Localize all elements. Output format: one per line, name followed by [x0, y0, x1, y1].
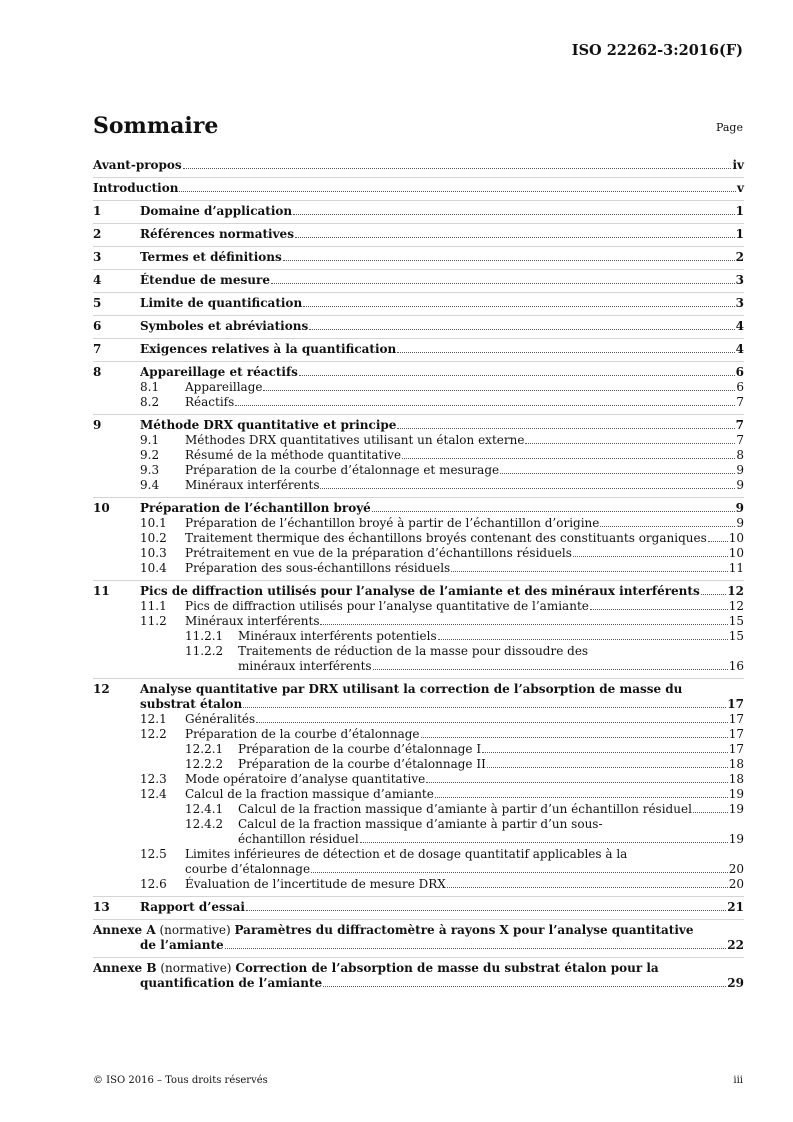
toc-entry-number: 12.1: [140, 712, 167, 726]
toc-entry[interactable]: [93, 296, 744, 311]
toc-entry-title: Préparation de l’échantillon broyé à partir de l’échantillon d’origine: [185, 516, 600, 530]
toc-entry[interactable]: [93, 273, 744, 288]
dot-leader: [435, 797, 728, 798]
dot-leader: [701, 594, 727, 595]
toc-entry-page: 29: [727, 976, 744, 990]
toc-entry-title-lead: Paramètres du diffractomètre à rayons X pour l’analyse quantitative: [234, 923, 694, 937]
toc-entry-number: 11: [93, 584, 110, 598]
dot-leader: [243, 707, 726, 708]
toc-entry-title: Introduction: [93, 181, 179, 195]
toc-entry-number: 12: [93, 682, 110, 696]
toc-entry-title: [93, 682, 744, 712]
dot-leader: [487, 767, 728, 768]
toc-entry[interactable]: [93, 923, 744, 953]
toc-entry-page: 19: [728, 802, 744, 816]
toc-entry[interactable]: [93, 395, 744, 410]
toc-entry[interactable]: [93, 546, 744, 561]
toc-entry-title-lead: Analyse quantitative par DRX utilisant la correction de l’absorption de masse du: [140, 682, 683, 696]
title-row: [93, 113, 743, 141]
toc-entry-title: Références normatives: [140, 227, 294, 241]
toc-entry-page: 1: [735, 227, 744, 241]
toc-entry-title: Calcul de la fraction massique d’amiante à partir d’un échantillon résiduel: [238, 802, 692, 816]
toc-entry-title: Traitement thermique des échantillons broyés contenant des constituants organiques: [185, 531, 707, 545]
toc-entry-title: Prétraitement en vue de la préparation d’échantillons résiduels: [185, 546, 572, 560]
toc-entry-title: [93, 923, 744, 953]
toc-entry-title-cont: substrat étalon: [140, 697, 243, 711]
section-divider: [93, 361, 744, 362]
toc-entry[interactable]: [93, 250, 744, 265]
dot-leader: [693, 812, 728, 813]
dot-leader: [600, 526, 735, 527]
dot-leader: [447, 887, 728, 888]
toc-entry-title: Préparation de la courbe d’étalonnage II: [238, 757, 486, 771]
toc-entry[interactable]: [93, 961, 744, 991]
toc-entry-title: Exigences relatives à la quantification: [140, 342, 397, 356]
toc-entry-number: 10.3: [140, 546, 167, 560]
section-divider: [93, 177, 744, 178]
toc-entry-number: 12.4.1: [185, 802, 224, 816]
toc-entry-number: 12.4.2: [185, 817, 224, 831]
toc-entry-number: 10.1: [140, 516, 167, 530]
toc-entry-page: 10: [728, 546, 744, 560]
toc-entry-number: 9: [93, 418, 102, 432]
toc-entry[interactable]: [93, 757, 744, 772]
dot-leader: [590, 609, 728, 610]
toc-entry-title: [93, 847, 744, 877]
toc-entry-page: 4: [735, 319, 744, 333]
toc-entry-title-cont: échantillon résiduel: [238, 832, 359, 846]
toc-entry-page: 17: [728, 712, 744, 726]
dot-leader: [421, 737, 728, 738]
toc-entry-page: 7: [735, 418, 744, 432]
toc-entry-page: 6: [735, 365, 744, 379]
toc-entry[interactable]: [93, 516, 744, 531]
section-divider: [93, 269, 744, 270]
toc-entry-number: 2: [93, 227, 102, 241]
section-divider: [93, 919, 744, 920]
toc-entry-title: Préparation de la courbe d’étalonnage I: [238, 742, 482, 756]
dot-leader: [299, 375, 735, 376]
toc-entry-title: Préparation de la courbe d’étalonnage et mesurage: [185, 463, 500, 477]
page-number: iii: [733, 1075, 743, 1086]
toc-entry-page: 7: [736, 433, 744, 447]
toc-entry-page: 9: [736, 516, 744, 530]
annex-label: Annexe B: [93, 961, 157, 975]
dot-leader: [397, 428, 734, 429]
toc-entry[interactable]: [93, 418, 744, 433]
table-of-contents: [93, 158, 744, 991]
toc-entry[interactable]: [93, 599, 744, 614]
toc-entry-title: Réactifs: [185, 395, 235, 409]
toc-entry[interactable]: [93, 478, 744, 493]
toc-entry-title: Calcul de la fraction massique d’amiante: [185, 787, 434, 801]
toc-entry-title: Résumé de la méthode quantitative: [185, 448, 402, 462]
toc-entry[interactable]: [93, 433, 744, 448]
dot-leader: [323, 986, 726, 987]
toc-entry-number: 11.1: [140, 599, 167, 613]
toc-entry-number: 9.4: [140, 478, 160, 492]
toc-entry-page: 15: [728, 614, 744, 628]
toc-entry[interactable]: [93, 463, 744, 478]
dot-leader: [708, 541, 728, 542]
toc-entry-title: Appareillage et réactifs: [140, 365, 298, 379]
toc-entry-number: 5: [93, 296, 102, 310]
toc-entry[interactable]: [93, 817, 744, 847]
toc-entry-page: 15: [728, 629, 744, 643]
toc-entry-title-cont: quantification de l’amiante: [140, 976, 323, 990]
dot-leader: [397, 352, 734, 353]
toc-entry-number: 3: [93, 250, 102, 264]
page-title: Sommaire: [93, 113, 219, 139]
toc-entry-page: 4: [735, 342, 744, 356]
toc-entry-title: Domaine d’application: [140, 204, 293, 218]
toc-entry-page: 3: [735, 296, 744, 310]
annex-kind: (normative): [160, 961, 232, 975]
toc-entry-title: Généralités: [185, 712, 256, 726]
dot-leader: [451, 571, 728, 572]
toc-entry-number: 12.2.1: [185, 742, 224, 756]
annex-kind: (normative): [159, 923, 231, 937]
toc-entry-number: 8.2: [140, 395, 160, 409]
toc-entry[interactable]: [93, 158, 744, 173]
toc-entry-title-lead: Traitements de réduction de la masse pour dissoudre des: [238, 644, 589, 658]
dot-leader: [235, 405, 735, 406]
section-divider: [93, 315, 744, 316]
toc-entry[interactable]: [93, 531, 744, 546]
dot-leader: [402, 458, 735, 459]
toc-entry-number: 1: [93, 204, 102, 218]
toc-entry-title: Étendue de mesure: [140, 273, 270, 287]
toc-entry-number: 12.5: [140, 847, 167, 861]
toc-entry-title: Symboles et abréviations: [140, 319, 309, 333]
toc-entry[interactable]: [93, 614, 744, 629]
standard-number: ISO 22262-3:2016(F): [571, 42, 743, 59]
toc-entry-page: 7: [736, 395, 744, 409]
dot-leader: [573, 556, 728, 557]
toc-entry[interactable]: [93, 204, 744, 219]
toc-entry-title: Appareillage: [185, 380, 263, 394]
toc-entry-title: Mode opératoire d’analyse quantitative: [185, 772, 426, 786]
dot-leader: [372, 511, 735, 512]
toc-entry-title: Évaluation de l’incertitude de mesure DRX: [185, 877, 446, 891]
toc-entry[interactable]: [93, 227, 744, 242]
toc-entry-number: 8: [93, 365, 102, 379]
toc-entry-page: 6: [736, 380, 744, 394]
toc-entry[interactable]: [93, 319, 744, 334]
dot-leader: [246, 910, 726, 911]
toc-entry-page: 11: [728, 561, 744, 575]
toc-entry-page: v: [737, 181, 744, 195]
toc-entry-page: 9: [735, 501, 744, 515]
toc-entry-number: 11.2.2: [185, 644, 224, 658]
dot-leader: [500, 473, 735, 474]
copyright-notice: © ISO 2016 – Tous droits réservés: [93, 1075, 268, 1086]
toc-entry-page: 18: [728, 757, 744, 771]
toc-entry-number: 6: [93, 319, 102, 333]
section-divider: [93, 338, 744, 339]
toc-entry[interactable]: [93, 584, 744, 599]
dot-leader: [438, 639, 728, 640]
toc-entry-page: 17: [727, 697, 744, 711]
toc-entry-page: 16: [728, 659, 744, 673]
toc-entry[interactable]: [93, 877, 744, 892]
toc-entry-page: 9: [736, 478, 744, 492]
toc-entry-number: 11.2: [140, 614, 167, 628]
toc-entry-number: 8.1: [140, 380, 160, 394]
toc-entry-page: 10: [728, 531, 744, 545]
toc-entry[interactable]: [93, 380, 744, 395]
dot-leader: [183, 168, 732, 169]
dot-leader: [426, 782, 727, 783]
toc-entry[interactable]: [93, 561, 744, 576]
page-column-label: Page: [715, 121, 743, 134]
toc-entry-title: Minéraux interférents: [185, 478, 320, 492]
toc-entry[interactable]: [93, 682, 744, 712]
section-divider: [93, 223, 744, 224]
toc-entry-page: 17: [728, 742, 744, 756]
toc-entry-page: 17: [728, 727, 744, 741]
toc-entry-title: Pics de diffraction utilisés pour l’analyse quantitative de l’amiante: [185, 599, 589, 613]
toc-entry[interactable]: [93, 727, 744, 742]
toc-entry-title: Minéraux interférents potentiels: [238, 629, 437, 643]
toc-entry-page: iv: [732, 158, 744, 172]
toc-entry[interactable]: [93, 712, 744, 727]
dot-leader: [293, 214, 735, 215]
section-divider: [93, 292, 744, 293]
toc-entry[interactable]: [93, 629, 744, 644]
toc-entry-page: 12: [728, 599, 744, 613]
toc-entry[interactable]: [93, 847, 744, 877]
toc-entry-title-cont: de l’amiante: [140, 938, 224, 952]
toc-entry-title: Avant-propos: [93, 158, 182, 172]
section-divider: [93, 497, 744, 498]
toc-entry-title: Préparation des sous-échantillons résiduels: [185, 561, 451, 575]
toc-entry-title-lead: Calcul de la fraction massique d’amiante à partir d’un sous-: [238, 817, 603, 831]
section-divider: [93, 896, 744, 897]
toc-entry-title: Rapport d’essai: [140, 900, 245, 914]
toc-entry-title: Minéraux interférents: [185, 614, 320, 628]
section-divider: [93, 957, 744, 958]
dot-leader: [525, 443, 735, 444]
toc-entry-number: 9.3: [140, 463, 160, 477]
toc-entry[interactable]: [93, 644, 744, 674]
toc-entry-number: 9.2: [140, 448, 160, 462]
dot-leader: [320, 488, 735, 489]
toc-entry[interactable]: [93, 787, 744, 802]
dot-leader: [263, 390, 735, 391]
dot-leader: [225, 948, 727, 949]
toc-entry-title-cont: minéraux interférents: [238, 659, 372, 673]
toc-entry-title-lead: Limites inférieures de détection et de dosage quantitatif applicables à la: [185, 847, 628, 861]
toc-entry-title: [93, 961, 744, 991]
toc-entry-title: Préparation de la courbe d’étalonnage: [185, 727, 420, 741]
toc-entry-number: 9.1: [140, 433, 160, 447]
section-divider: [93, 246, 744, 247]
dot-leader: [303, 306, 734, 307]
dot-leader: [311, 872, 728, 873]
dot-leader: [256, 722, 728, 723]
annex-label: Annexe A: [93, 923, 156, 937]
toc-entry-number: 10: [93, 501, 110, 515]
toc-entry-number: 12.4: [140, 787, 167, 801]
toc-entry-title: Limite de quantification: [140, 296, 303, 310]
toc-entry-number: 7: [93, 342, 102, 356]
toc-entry-page: 20: [728, 877, 744, 891]
toc-entry-title: Pics de diffraction utilisés pour l’analyse de l’amiante et des minéraux interférents: [140, 584, 700, 598]
toc-entry[interactable]: [93, 742, 744, 757]
toc-entry-number: 4: [93, 273, 102, 287]
toc-entry-page: 9: [736, 463, 744, 477]
toc-entry-number: 12.6: [140, 877, 167, 891]
dot-leader: [309, 329, 734, 330]
toc-entry-title: Méthodes DRX quantitatives utilisant un étalon externe: [185, 433, 525, 447]
toc-entry-title: Termes et définitions: [140, 250, 282, 264]
dot-leader: [295, 237, 735, 238]
toc-entry[interactable]: [93, 365, 744, 380]
toc-entry-page: 3: [735, 273, 744, 287]
section-divider: [93, 200, 744, 201]
toc-entry-page: 19: [728, 832, 744, 846]
dot-leader: [320, 624, 727, 625]
toc-entry-title: Préparation de l’échantillon broyé: [140, 501, 371, 515]
toc-entry-title-lead: Correction de l’absorption de masse du substrat étalon pour la: [235, 961, 659, 975]
toc-entry-title-cont: courbe d’étalonnage: [185, 862, 311, 876]
toc-entry-title: Méthode DRX quantitative et principe: [140, 418, 397, 432]
toc-entry-number: 10.4: [140, 561, 167, 575]
toc-entry-number: 10.2: [140, 531, 167, 545]
toc-entry-page: 1: [735, 204, 744, 218]
toc-entry-page: 22: [727, 938, 744, 952]
toc-entry-number: 11.2.1: [185, 629, 224, 643]
toc-entry-page: 19: [728, 787, 744, 801]
toc-entry-page: 8: [736, 448, 744, 462]
section-divider: [93, 580, 744, 581]
toc-entry[interactable]: [93, 802, 744, 817]
toc-entry-page: 20: [728, 862, 744, 876]
toc-entry-page: 2: [735, 250, 744, 264]
toc-entry[interactable]: [93, 181, 744, 196]
dot-leader: [271, 283, 735, 284]
toc-entry[interactable]: [93, 772, 744, 787]
dot-leader: [360, 842, 728, 843]
toc-entry-number: 12.3: [140, 772, 167, 786]
toc-entry-number: 12.2: [140, 727, 167, 741]
dot-leader: [283, 260, 735, 261]
toc-entry[interactable]: [93, 501, 744, 516]
toc-entry-page: 21: [727, 900, 744, 914]
toc-entry-page: 12: [727, 584, 744, 598]
dot-leader: [179, 191, 736, 192]
dot-leader: [482, 752, 728, 753]
toc-entry-number: 13: [93, 900, 110, 914]
toc-entry[interactable]: [93, 448, 744, 463]
section-divider: [93, 678, 744, 679]
toc-entry-page: 18: [728, 772, 744, 786]
section-divider: [93, 414, 744, 415]
toc-entry[interactable]: [93, 900, 744, 915]
toc-entry[interactable]: [93, 342, 744, 357]
toc-entry-number: 12.2.2: [185, 757, 224, 771]
dot-leader: [373, 669, 728, 670]
